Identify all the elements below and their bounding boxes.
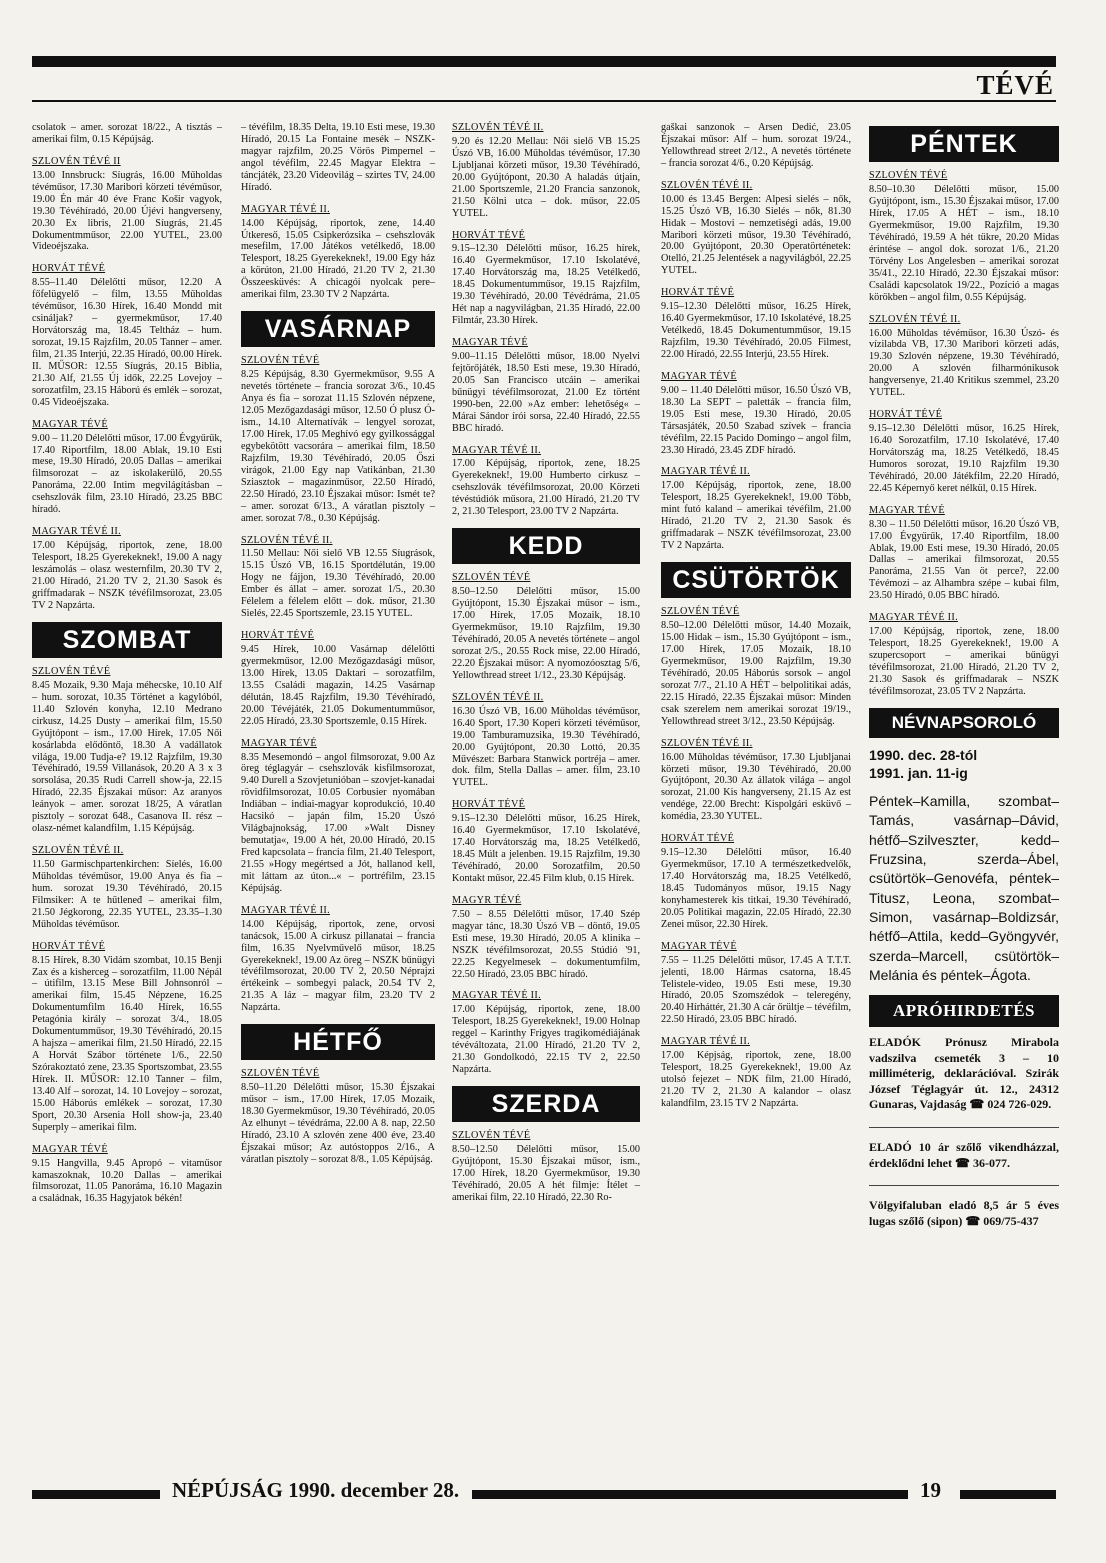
channel-heading: SZLOVÉN TÉVÉ xyxy=(661,606,740,618)
program-listing-continued: csolatok – amer. sorozat 18/22., A tisztás – amerikai film, 0.15 Képújság. xyxy=(32,122,222,145)
channel-heading: SZLOVÉN TÉVÉ II. xyxy=(869,313,961,325)
program-listing: 9.00 – 11.40 Délelőtti műsor, 16.50 Úszó VB, 18.30 La SEPT – paletták – francia film, 19.05 Esti mese, 19.30 Híradó, 20.05 Társasjáték, 20.50 Szabad szívek – francia tévéfilm, 22.15 Pacido Domingo – angol film, 23.30 Híradó, 23.45 ZDF híradó. xyxy=(661,384,851,456)
program-listing: 8.35 Mesemondó – angol filmsorozat, 9.00 Az öreg téglagyár – csehszlovák kisfilmsorozat, 9.40 Durell a Szovjetunióban – szovjet-kanadai rövidfilmsorozat, 10.05 Corbusier nyomában Indiában – indiai-magyar koprodukció, 10.40 Hacsikó – japán film, 15.20 Úszó Világbajnokság, 17.00 »Walt Disney bemutatja«, 19.00 A hét, 20.00 Híradó, 20.15 Fred kapcsolata – francia film, 21.40 Telesport, 21.55 »Hogy megértsed a Jót, hallanod kell, mit láttam az úton...« – portréfilm, 23.15 Képújság. xyxy=(241,751,435,894)
program-listing: 16.00 Műholdas tévéműsor, 17.30 Ljubljanai körzeti műsor, 19.30 Tévéhíradó, 20.00 Gyújtópont, 20.30 Az állatok világa – angol sorozat, 21.00 Kis hangverseny, 21.15 Az est vendége, 22.00 Brecht: Kispolgári esküvő – komédia, 23.30 YUTEL. xyxy=(661,751,851,823)
ad-divider xyxy=(869,1185,1059,1186)
channel-heading: MAGYR TÉVÉ xyxy=(452,894,522,906)
program-listing: 9.15–12.30 Délelőtti műsor, 16.25 Hírek, 16.40 Sorozatfilm, 17.10 Iskolatévé, 17.40 Horvátország ma, 18.25 Vetélkedő, 18.45 Humoros sorozat, 19.10 Rajzfilm 19.30 Tévéhíradó, 20.00 Játékfilm, 22.20 Híradó, 22.45 Képernyő keret nélkül, 0.15 Hírek. xyxy=(869,423,1059,494)
channel-heading: SZLOVÉN TÉVÉ II. xyxy=(452,122,544,133)
friday-listings xyxy=(869,126,1059,698)
channel-heading: MAGYAR TÉVÉ II. xyxy=(241,904,330,916)
channel-heading: HORVÁT TÉVÉ xyxy=(869,409,943,421)
column-5 xyxy=(869,122,1059,1243)
program-listing: 10.00 és 13.45 Bergen: Alpesi sielés – nők, 15.25 Úszó VB, 16.30 Sielés – nők, 81.30 Hidak – Mostovi – nemzetiségi adás, 19.00 Maribori körzeti műsor, 19.30 Tévéhíradó, 20.00 Gyújtópont, 20.30 Operatörténetek: Otelló, 21.25 Jelentések a nagyvilágból, 22.25 YUTEL. xyxy=(661,193,851,277)
program-listing: 9.00 – 11.20 Délelőtti műsor, 17.00 Évgyűrűk, 17.40 Riportfilm, 18.00 Ablak, 19.10 Esti mese, 19.30 Híradó, 20.05 Dallas – amerikai filmsorozat – az iskolakerülő, 20.55 Panoráma, 22.00 Intim megvilágításban – csehszlovák film, 23.10 Híradó, 23.25 BBC híradó. xyxy=(32,432,222,516)
channel-heading: SZLOVÉN TÉVÉ II. xyxy=(661,179,753,191)
channel-heading: SZLOVÉN TÉVÉ II xyxy=(32,155,121,167)
program-listing: 8.30 – 11.50 Délelőtti műsor, 16.20 Úszó VB, 17.00 Évgyűrűk, 17.40 Riportfilm, 18.00 Ablak, 19.00 Esti mese, 19.30 Híradó, 20.05 Dallas – amerikai filmsorozat, 20.55 Panoráma, 21.55 Van öt perce?, 22.00 Tévémozi – az Alhambra szépe – kubai film, 23.50 Híradó, 0.05 BBC híradó. xyxy=(869,518,1059,602)
column-4 xyxy=(661,122,851,1120)
ad-item: ELADÓK Prónusz Mirabola vadszilva csemeték 3 – 10 milliméterig, deklarációval. Szirák József Téglagyár út. 12., 24312 Gunaras, Vajdaság ☎ 024 726-029. xyxy=(869,1035,1059,1112)
column-3 xyxy=(452,122,640,1214)
day-heading: VASÁRNAP xyxy=(241,311,435,347)
channel-heading: MAGYAR TÉVÉ xyxy=(452,337,528,348)
ad-item: ELADÓ 10 ár szőlő vikendházzal, érdeklődni lehet ☎ 36-077. xyxy=(869,1139,1059,1170)
channel-heading: MAGYAR TÉVÉ II. xyxy=(32,526,121,538)
channel-heading: SZLOVÉN TÉVÉ II. xyxy=(241,534,333,546)
channel-heading: SZLOVÉN TÉVÉ xyxy=(452,572,531,584)
program-listing: 9.15–12.30 Délelőtti műsor, 16.25 hírek, 16.40 Gyermekműsor, 17.10 Iskolatévé, 17.40 Horvátország ma, 18.25 Vetélkedő, 18.45 Dokumentumműsor, 19.15 Rajzfilm, 19.30 Tévéhíradó, 20.00 Tévédráma, 21.05 Hét nap a nagyvilágban, 21.35 Híradó, 22.00 Filmtár, 23.30 Hírek. xyxy=(452,243,640,327)
channel-heading: HORVÁT TÉVÉ xyxy=(452,229,526,241)
channel-heading: MAGYAR TÉVÉ xyxy=(661,940,737,952)
channel-heading: MAGYAR TÉVÉ II. xyxy=(452,990,541,1002)
header-underline xyxy=(32,100,1056,102)
channel-heading: SZLOVÉN TÉVÉ xyxy=(241,355,320,367)
top-rule xyxy=(32,56,1056,67)
program-listing: 8.25 Képújság, 8.30 Gyermekműsor, 9.55 A nevetés története – francia sorozat 3/6., 10.45 Anya és fia – sorozat 11.15 Szlovén népzene, 12.05 Mezőgazdasági műsor, 12.50 Ó plusz Ó-ism., 14.10 Alternatívák – lengyel sorozat, 17.00 Hírek, 17.05 Meghívó egy gyilkossággal egybekötött vacsorára – amerikai film, 18.50 Rajzfilm, 19.30 Tévéhíradó, 20.05 Őszi virágok, 21.00 Egy nap Vatikánban, 21.30 Sziasztok – magazinműsor, 22.50 Híradó, 22.50 Híradó, 23.10 Éjszakai műsor: Ismét te? – amer. sorozat 6/13., A váratlan pisztoly – amer. sorozat 7/8., 0.30 Képújság. xyxy=(241,369,435,524)
program-listing-continued: gaškai sanzonok – Arsen Dedić, 23.05 Éjszakai műsor: Alf – hum. sorozat 19/24., Yellowthread street 2/12., A nevetés története – francia sorozat 4/6., 0.20 Képújság. xyxy=(661,122,851,169)
day-heading: KEDD xyxy=(452,528,640,564)
channel-heading: HORVÁT TÉVÉ xyxy=(452,799,526,811)
program-listing: 8.50–10.30 Délelőtti műsor, 15.00 Gyújtópont, ism., 15.30 Éjszakai műsor, 17.00 Hírek, 17.05 A HÉT – ism., 18.10 Gyermekműsor, 19.00 Rajzfilm, 19.30 Tévéhíradó, 19.59 A hét tükre, 20.20 Midas érintése – angol dok. sorozat 1/6., 21.20 Törvény Los Angelesben – amerikai sorozat 35/41., 22.10 Híradó, 22.30 Éjszakai műsor: Családi kapcsolatok 19/22., Pozíció a magas körökben – angol film, 0.55 Képújság. xyxy=(869,184,1059,303)
program-listing: 9.15–12.30 Délelőtti műsor, 16.25 Hírek, 16.40 Gyermekműsor, 17.10 Iskolatévé, 18.25 Vetélkedő, 18.45 Dokumentumműsor, 19.15 Rajzfilm, 19.30 Tévéhíradó, 20.05 Filmest, 22.00 Híradó, 22.55 Interjú, 23.55 Hírek. xyxy=(661,301,851,360)
program-listing: 7.50 – 8.55 Délelőtti műsor, 17.40 Szép magyar tánc, 18.30 Úszó VB – döntő, 19.05 Esti mese, 19.30 Híradó, 20.05 A klinika – NSZK tévéfilmsorozat, 20.55 Stúdió '91, 22.25 Kegyelmesek – dokumentumfilm, 22.50 Híradó, 23.05 BBC híradó. xyxy=(452,908,640,980)
channel-heading: MAGYAR TÉVÉ xyxy=(32,418,108,430)
ad-divider xyxy=(869,1127,1059,1128)
program-listing: 9.20 és 12.20 Mellau: Női sielő VB 15.25 Úszó VB, 16.00 Műholdas tévéműsor, 17.30 Ljubljanai körzeti műsor, 19.30 Tévéhíradó, 20.00 Gyújtópont, 20.30 A haladás útjain, 21.00 Sportszemle, 21.20 Francia sanzonok, 21.50 Kölni utca – dok. műsor, 22.05 YUTEL. xyxy=(452,135,640,219)
channel-heading: HORVÁT TÉVÉ xyxy=(661,287,735,299)
day-heading: PÉNTEK xyxy=(869,126,1059,162)
nevnap-date-to: 1991. jan. 11-ig xyxy=(869,764,968,781)
channel-heading: MAGYAR TÉVÉ II. xyxy=(661,1036,750,1048)
channel-heading: SZLOVÉN TÉVÉ xyxy=(452,1130,531,1142)
program-listing: 13.00 Innsbruck: Síugrás, 16.00 Műholdas tévéműsor, 17.30 Maribori körzeti tévéműsor, 19.00 Én már 40 éve Franc Košir vagyok, 19.30 Tévéhíradó, 20.00 Újévi hangverseny, 20.30 Ex libris, 21.00 Síugrás, 21.45 Dokumentmműsor, 22.00 YUTEL, 23.00 Videoéjszaka. xyxy=(32,169,222,253)
channel-heading: HORVÁT TÉVÉ xyxy=(241,630,315,642)
program-listing: 9.15 Hangvilla, 9.45 Apropó – vitaműsor kamaszoknak, 10.20 Dallas – amerikai filmsorozat, 11.05 Panoráma, 16.10 Magazin a családnak, 16.35 Hagyjatok békén! xyxy=(32,1157,222,1205)
nevnap-dates xyxy=(869,746,1059,782)
channel-heading: MAGYAR TÉVÉ xyxy=(241,737,317,749)
program-listing: 8.55–11.40 Délelőtti műsor, 12.20 A főfelügyelő – film, 13.55 Műholdas tévéműsor, 16.30 Hírek, 16.40 Mondd mit csináljak? – gyermekműsor, 17.40 Horvátország ma, 18.45 Teltház – hum. sorozat, 19.15 Rajzfilm, 20.05 Tanner – amer. film, 21.35 Interjú, 22.35 Híradó, 00.00 Hírek. II. MŰSOR: 12.55 Síugrás, 20.15 Biblia, 21.30 Alf, 21.55 Új idők, 22.25 Lovejoy – sorozatfilm, 23.15 Háború és emlék – sorozat, 0.45 Videoéjszaka. xyxy=(32,277,222,408)
footer-rule-left xyxy=(32,1490,160,1499)
nevnap-title: NÉVNAPSOROLÓ xyxy=(869,708,1059,738)
day-heading: HÉTFŐ xyxy=(241,1024,435,1060)
page-number: 19 xyxy=(920,1478,941,1502)
program-listing: 9.15–12.30 Délelőtti műsor, 16.40 Gyermekműsor, 17.10 A természetkedvelők, 17.40 Horvátország ma, 18.25 Vetélkedő, 18.45 Tudományos műsor, 19.15 Nagy konyhamesterek kis titkai, 19.30 Tévéhíradó, 20.05 Politikai magazin, 22.05 Híradó, 22.30 Zenei műsor, 22.30 Hírek. xyxy=(661,847,851,930)
program-listing: 8.15 Hírek, 8.30 Vidám szombat, 10.15 Benji Zax és a kisherceg – sorozatfilm, 11.00 Népál – útifilm, 13.15 Mese Bill Johnsonról – amerikai film, 15.45 Népzene, 16.25 Dokumentumfilm 16.40 Hírek, 16.55 Petagónia király – sorozat 3/4., 18.05 Dokumentumműsor, 19.30 Tévéhíradó, 20.15 A hajsza – amerikai film, 21.50 Híradó, 22.15 A Horvát Szábor története 1/6., 22.50 Szórakoztató zene, 23.35 Sportszombat, 23.55 Hírek. II. MŰSOR: 12.10 Tanner – film, 13.40 Alf – sorozat, 14. 10 Lovejoy – sorozat, 15.00 Háborús emlékek – sorozat, 17.30 Sport, 20.30 Arsenia Holl show-ja, 23.40 Superply – amerikai film. xyxy=(32,954,222,1133)
nevnap-date-from: 1990. dec. 28-tól xyxy=(869,746,978,763)
column-1 xyxy=(32,122,222,1215)
page-footer xyxy=(32,1478,1056,1508)
day-heading: SZOMBAT xyxy=(32,622,222,658)
channel-heading: SZLOVÉN TÉVÉ II. xyxy=(661,737,753,749)
program-listing: 9.15–12.30 Délelőtti műsor, 16.25 Hírek, 16.40 Gyermekműsor, 17.10 Iskolatévé, 17.40 Horvátország ma, 18.25 Vetélkedő, 18.45 Múlt a jelenben. 19.15 Rajzfilm, 19.30 Tévéhíradó, 20.00 Sorozatfilm, 20.50 Kontakt műsor, 22.45 Film klub, 0.15 Hírek. xyxy=(452,813,640,884)
ad-item: Völgyifaluban eladó 8,5 ár 5 éves lugas szőlő (sipon) ☎ 069/75-437 xyxy=(869,1198,1059,1228)
channel-heading: MAGYAR TÉVÉ xyxy=(869,504,945,516)
program-listing: 14.00 Képújság, riportok, zene, 14.40 Útkereső, 15.05 Csipkerózsika – csehszlovák mesefilm, 17.00 Játékos vetélkedő, 18.00 Telesport, 18.25 Gyerekeknek!, 19.00 Egy ház a körúton, 21.00 Híradó, 21.20 TV 2, 21.30 Összeesküvés: A chicagói nyolcak pere– amerikai film, 23.30 TV 2 Napzárta. xyxy=(241,217,435,301)
channel-heading: MAGYAR TÉVÉ II. xyxy=(869,612,958,624)
program-listing: 16.00 Műholdas tévéműsor, 16.30 Úszó- és vízilabda VB, 17.30 Maribori körzeti adás, 19.30 Szlovén népzene, 19.30 Tévéhíradó, 20.00 A szlovén filharmónikusok hangversenye, 21.40 Kritikus szemmel, 23.20 YUTEL. xyxy=(869,327,1059,399)
program-listing: 11.50 Mellau: Női sielő VB 12.55 Síugrások, 15.15 Úszó VB, 16.15 Sportdélután, 19.00 Hogy ne fájjon, 19.30 Tévéhíradó, 20.00 Ember és állat – amer. sorozat 1/5., 20.30 Félelem a félelem előtt – dok. műsor, 21.30 Sielés, 22.45 Sportszemle, 23.15 YUTEL. xyxy=(241,548,435,620)
publication-title: NÉPÚJSÁG 1990. december 28. xyxy=(172,1478,460,1502)
program-listing: 8.50–12.50 Délelőtti műsor, 15.00 Gyújtópont, 15.30 Éjszakai műsor – ism., 17.00 Hírek, 17.05 Mozaik, 18.10 Gyermekműsor, 19.10 Rajzfilm, 19.30 Tévéhíradó, 20.05 A nevetés története – angol sorozat 2/5., 20.55 Rock mise, 22.00 Híradó, 22.20 Éjszakai műsor: A nyomozóosztag 5/6, Yellowthread street 1/12., 23.30 Képújság. xyxy=(452,586,640,681)
program-listing: 17.00 Képjság, riportok, zene, 18.00 Telesport, 18.25 Gyerekeknek!, 19.00 Az utolsó fejezet – NDK film, 21.00 Híradó, 21.20 TV 2, 21.30 A kalandor – olasz kalandfilm, 23.15 TV 2 Napzárta. xyxy=(661,1050,851,1109)
program-listing: 16.30 Úszó VB, 16.00 Műholdas tévéműsor, 16.40 Sport, 17.30 Koperi körzeti tévéműsor, 19.00 Tamburamuzsika, 19.30 Tévéhíradó, 20.00 Gyújtópont, 20.30 Lottó, 20.35 Művészet: Barbara Stanwick portréja – amer. dok. film, Stella Dallas – amer. film, 23.10 YUTEL. xyxy=(452,705,640,789)
program-listing-continued: – tévéfilm, 18.35 Delta, 19.10 Esti mese, 19.30 Híradó, 20.15 La Fontaine mesék – NSZK-magyar rajzfilm, 20.25 Vörös Pimpernel – angol tévéfilm, 22.45 Magyar Elektra – táncjáték, 23.20 Videovilág – szirtes TV, 24.00 Híradó. xyxy=(241,122,435,193)
channel-heading: SZLOVÉN TÉVÉ xyxy=(241,1068,320,1080)
channel-heading: HORVÁT TÉVÉ xyxy=(32,940,106,952)
channel-heading: MAGYAR TÉVÉ II. xyxy=(241,203,330,215)
program-listing: 8.50–12.00 Délelőtti műsor, 14.40 Mozaik, 15.00 Hidak – ism., 15.30 Gyújtópont – ism., 17.00 Hírek, 17.05 Mozaik, 18.10 Gyermekműsor, 19.00 Rajzfilm, 19.30 Tévéhíradó, 20.05 Háborús sorsok – angol sorozat 7/7., 21.10 A HÉT – belpolitikai adás, 22.15 Híradó, 22.35 Éjszakai műsor: Minden csak szerelem nem amerikai sorozat 19/19., Yellowthread street 3/12., 23.50 Képújság. xyxy=(661,620,851,727)
footer-rule-middle xyxy=(472,1490,908,1499)
channel-heading: SZLOVÉN TÉVÉ xyxy=(32,665,111,677)
channel-heading: SZLOVÉN TÉVÉ II. xyxy=(452,691,544,703)
program-listing: 14.00 Képújság, riportok, zene, orvosi tanácsok, 15.00 A cirkusz pillanatai – francia film, 16.35 Nyelvművelő műsor, 18.25 Gyerekeknek!, 19.00 Az öreg – NSZK bűnügyi tévéfilmsorozat, 20.00 TV 2, 20.50 Néprajzi értékeink – sombegyi palack, 20.54 TV 2, 21.35 A láz – magyar film, 23.20 TV 2 Napzárta. xyxy=(241,918,435,1014)
column-2 xyxy=(241,122,435,1176)
program-listing: 17.00 Képújság, riportok, zene, 18.00 Telesport, 18.25 Gyerekeknek!, 19.00 Több, mint futó kaland – amerikai tévéfilm, 21.00 Híradó, 21.20 TV 2, 21.30 Sasok és griffmadarak – NSZK tévéfilmsorozat, 23.00 TV 2 Napzárta. xyxy=(661,480,851,552)
day-heading: SZERDA xyxy=(452,1086,640,1122)
channel-heading: MAGYAR TÉVÉ xyxy=(32,1143,108,1155)
channel-heading: HORVÁT TÉVÉ xyxy=(32,263,106,275)
program-listing: 8.50–11.20 Délelőtti műsor, 15.30 Éjszakai műsor – ism., 17.00 Hírek, 17.05 Mozaik, 18.30 Gyermekműsor, 19.30 Tévéhíradó, 20.05 Az elhunyt – tévédráma, 22.00 A 8. nap, 22.50 Híradó, 23.10 A szlovén zene 400 éve, 23.40 Éjszakai műsor; Az autóstoppos 2/16., A váratlan pisztoly – sorozat 8/8., 1.05 Képújság. xyxy=(241,1082,435,1165)
section-title: TÉVÉ xyxy=(976,70,1054,100)
program-listing: 8.45 Mozaik, 9.30 Maja méhecske, 10.10 Alf – hum. sorozat, 10.35 Történet a kagylóból, 11.40 Szlovén konyha, 12.10 Medrano cirkusz, 14.25 Dusty – amerikai film, 15.50 Gyújtópont – ism., 17.00 Hírek, 17.05 Női kosárlabda elődöntő, 18.30 A vadállatok világa, 19.00 Tudja-e? 19.12 Rajzfilm, 19.30 Tévéhíradó, 19.59 Villanások, 20.20 A 3 x 3 sorsolása, 20.35 Rudi Carrell show-ja, 22.15 Híradó, 22.35 Éjszakai műsor: Az aranyos leányok – amer. sorozat 18/25, A váratlan pisztoly – sorozat 648., Casanova II. rész – olasz-német kalandfilm, 1.15 Képújság. xyxy=(32,679,222,835)
day-heading: CSÜTÖRTÖK xyxy=(661,562,851,598)
channel-heading: SZLOVÉN TÉVÉ xyxy=(869,170,948,182)
channel-heading: MAGYAR TÉVÉ xyxy=(661,370,737,382)
program-listing: 8.50–12.50 Délelőtti műsor, 15.00 Gyújtópont, 15.30 Éjszakai műsor, ism., 17.00 Hírek, 18.20 Gyermekműsor, 19.30 Tévéhíradó, 20.05 A hét filmje: Ítélet – amerikai film, 22.10 Híradó, 22.30 Ro- xyxy=(452,1144,640,1203)
program-listing: 17.00 Képújság, riportok, zene, 18.00 Telesport, 18.25 Gyerekeknek!, 19.00 A nagy leszámolás – olasz westernfilm, 20.30 TV 2, 21.00 Híradó, 21.20 TV 2, 21.30 Sasok és griffmadarak – NSZK tévéfilmsorozat, 23.05 TV 2 Napzárta. xyxy=(32,540,222,611)
channel-heading: MAGYAR TÉVÉ II. xyxy=(452,444,541,456)
channel-heading: MAGYAR TÉVÉ II. xyxy=(661,466,750,478)
ads-title: APRÓHIRDETÉS xyxy=(869,995,1059,1027)
program-listing: 7.55 – 11.25 Délelőtti műsor, 17.45 A T.T.T. jelenti, 18.00 Hármas csatorna, 18.45 Telistele-video, 19.05 Esti mese, 19.30 Híradó, 20.05 Szomszédok – teleregény, 20.40 Hírháttér, 21.30 A cár őrültje – tévéfilm, 22.50 Híradó, 23.05 BBC híradó. xyxy=(661,954,851,1026)
channel-heading: SZLOVÉN TÉVÉ II. xyxy=(32,845,124,857)
nevnap-list: Péntek–Kamilla, szombat–Tamás, vasárnap–Dávid, hétfő–Szilveszter, kedd–Fruzsina, szerda–Ábel, csütörtök–Genovéfa, péntek–Titusz, Leona, szombat–Simon, vasárnap–Boldizsár, hétfő–Attila, kedd–Gyöngyvér, szerda–Marcell, csütörtök–Melánia és péntek–Ágota. xyxy=(869,793,1059,983)
program-listing: 17.00 Képújság, riportok, zene, 18.25 Gyerekeknek!, 19.00 Humberto cirkusz – csehszlovák tévéfilmsorozat, 20.00 Körzeti tévéstúdiók műsora, 21.00 Híradó, 21.20 TV 2, 21.30 Telesport, 23.00 TV 2 Napzárta. xyxy=(452,458,640,518)
program-listing: 9.45 Hírek, 10.00 Vasárnap délelőtti gyermekműsor, 12.00 Mezőgazdasági műsor, 13.00 Hírek, 13.05 Daktari – sorozatfilm, 13.55 Családi magazin, 14.25 Vasárnap délután, 18.45 Rajzfilm, 19.30 Tévéhíradó, 20.00 Tévéjáték, 21.05 Dokumentumműsor, 22.05 Híradó, 23.30 Sportszemle, 0.15 Hírek. xyxy=(241,644,435,727)
footer-rule-right xyxy=(960,1490,1056,1499)
program-listing: 17.00 Képújság, riportok, zene, 18.00 Telesport, 18.25 Gyerekeknek!, 19.00 Holnap reggel – Karinthy Frigyes tragikomédiájának tévéváltozata, 21.00 Híradó, 21.20 TV 2, 21.30 Gondolkodó, 22.15 TV 2, 22.50 Napzárta. xyxy=(452,1004,640,1076)
program-listing: 9.00–11.15 Délelőtti műsor, 18.00 Nyelvi fejtörőjáték, 18.50 Esti mese, 19.30 Híradó, 20.05 San Francisco utcáin – amerikai bűnügyi tévéfilmsorozat, 21.00 Ez történt 1990-ben, 22.00 »Az ember: lehetőség« – Márai Sándor írói sorsa, 22.40 Híradó, 22.55 BBC híradó. xyxy=(452,350,640,434)
program-listing: 17.00 Képújság, riportok, zene, 18.00 Telesport, 18.25 Gyerekeknek!, 19.00 A szupercsoport – amerikai bűnügyi tévéfilmsorozat, 21.00 Híradó, 21.20 TV 2, 21.30 Sasok és griffmadarak – NSZK tévéfilmsorozat, 23.05 TV 2 Napzárta. xyxy=(869,626,1059,697)
program-listing: 11.50 Garmischpartenkirchen: Síelés, 16.00 Műholdas tévéműsor, 19.00 Anya és fia – hum. sorozat 19.30 Tévéhíradó, 20.15 Filmsiker: A te hűtleneđ – amerikai film, 21.50 Jégkorong, 22.35 YUTEL, 23.35–1.30 Műholdas tévéműsor. xyxy=(32,859,222,930)
channel-heading: HORVÁT TÉVÉ xyxy=(661,833,735,845)
